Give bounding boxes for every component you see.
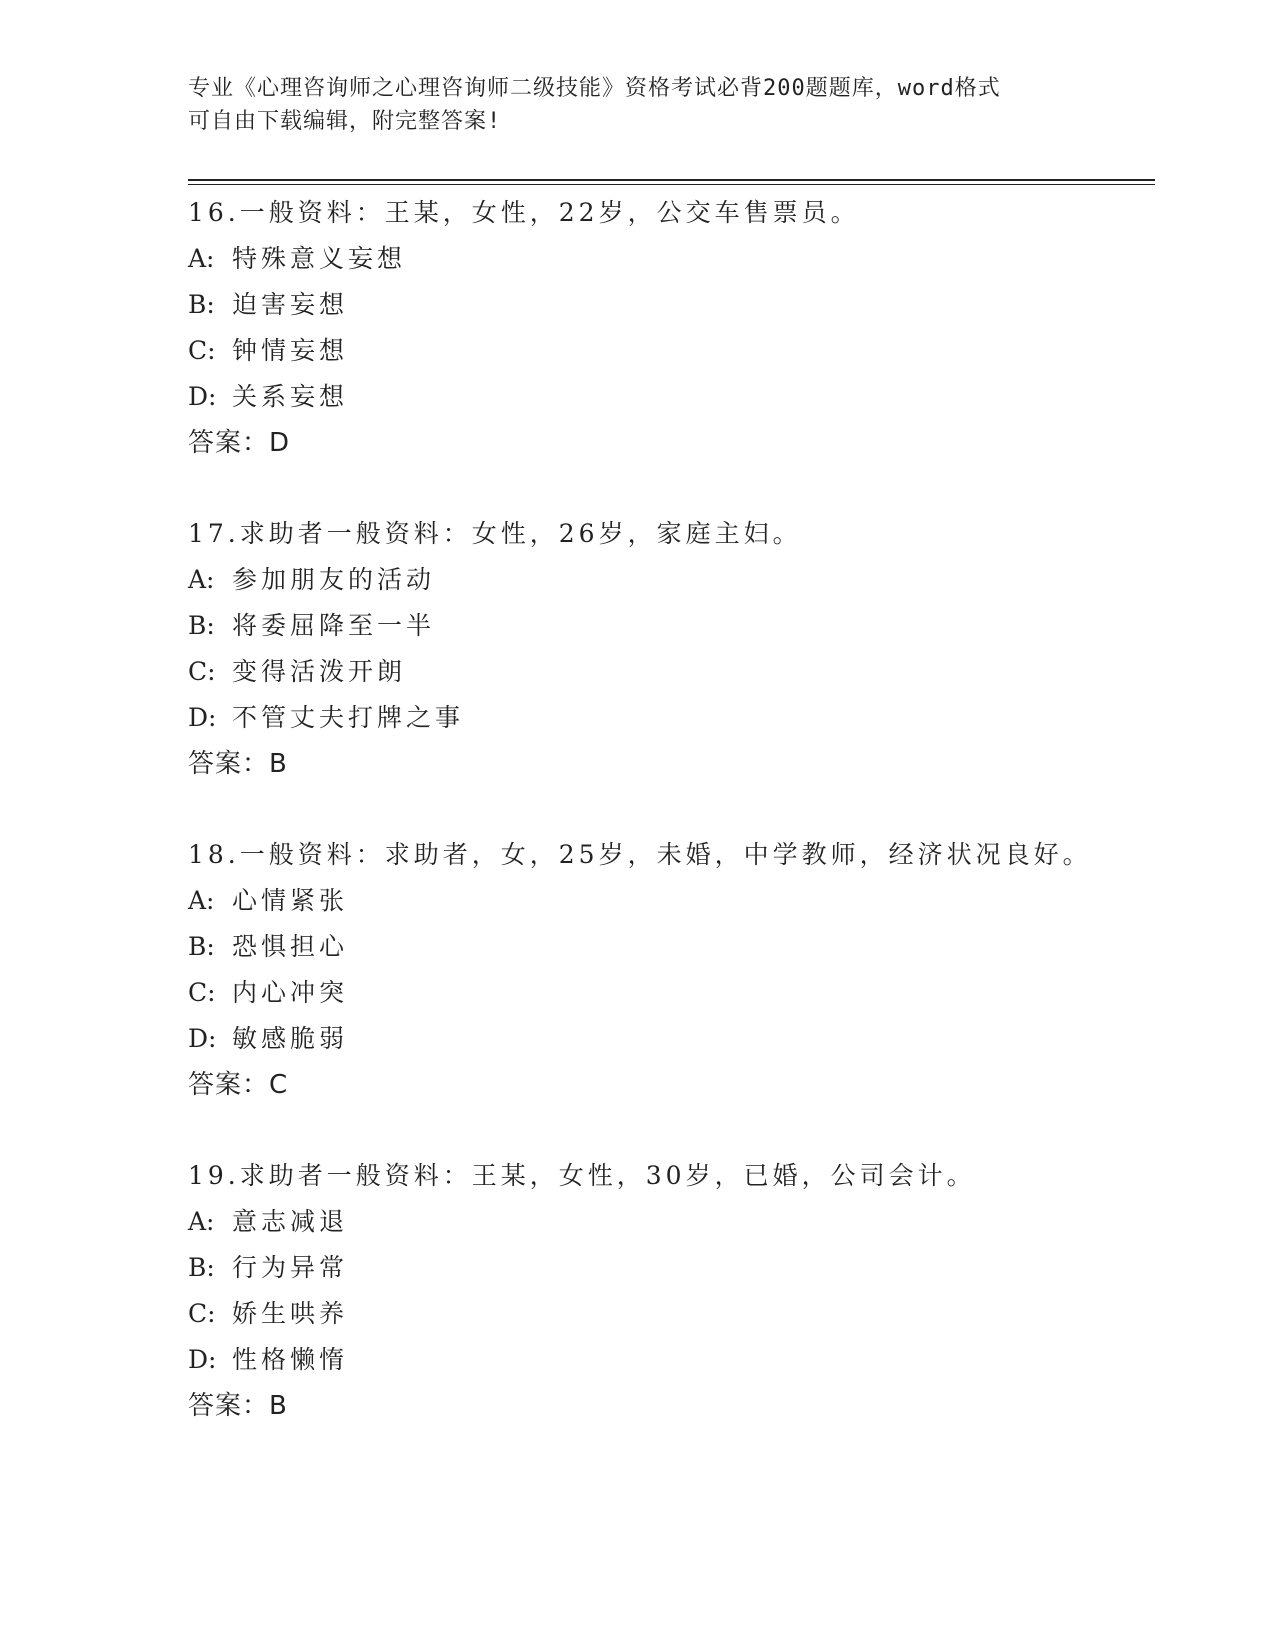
option-text: 变得活泼开朗 — [232, 657, 407, 686]
option-text: 迫害妄想 — [232, 290, 349, 319]
question-stem: 16.一般资料：王某，女性，22岁，公交车售票员。 — [188, 198, 860, 227]
option-key: C: — [188, 657, 216, 686]
question-16 — [188, 190, 1155, 466]
option-text: 参加朋友的活动 — [232, 565, 436, 594]
option-d — [188, 374, 1155, 420]
question-17 — [188, 511, 1155, 787]
option-key: B: — [188, 290, 215, 319]
question-stem: 17.求助者一般资料：女性，26岁，家庭主妇。 — [188, 519, 802, 548]
header-divider-thin — [188, 184, 1155, 185]
answer: 答案：B — [188, 749, 288, 779]
question-19 — [188, 1153, 1155, 1429]
question-list — [188, 190, 1155, 1474]
option-text: 特殊意义妄想 — [232, 244, 407, 273]
option-a — [188, 1199, 1155, 1245]
option-text: 将委屈降至一半 — [232, 611, 436, 640]
option-key: B: — [188, 1253, 215, 1282]
option-d — [188, 695, 1155, 741]
option-key: A: — [188, 886, 215, 915]
option-d — [188, 1337, 1155, 1383]
option-a — [188, 557, 1155, 603]
option-key: B: — [188, 932, 215, 961]
answer: 答案：D — [188, 428, 291, 458]
option-text: 内心冲突 — [232, 978, 349, 1007]
option-key: D: — [188, 1024, 217, 1053]
option-c — [188, 1291, 1155, 1337]
option-text: 心情紧张 — [232, 886, 349, 915]
option-d — [188, 1016, 1155, 1062]
option-key: A: — [188, 1207, 215, 1236]
question-18 — [188, 832, 1155, 1108]
option-key: B: — [188, 611, 215, 640]
option-text: 关系妄想 — [232, 382, 349, 411]
option-key: D: — [188, 382, 217, 411]
answer: 答案：C — [188, 1070, 289, 1100]
option-text: 钟情妄想 — [232, 336, 349, 365]
option-text: 行为异常 — [232, 1253, 349, 1282]
page-header — [188, 72, 1088, 138]
option-text: 恐惧担心 — [232, 932, 349, 961]
option-text: 娇生哄养 — [232, 1299, 349, 1328]
option-text: 性格懒惰 — [232, 1345, 349, 1374]
option-a — [188, 236, 1155, 282]
option-b — [188, 603, 1155, 649]
header-line-2: 可自由下载编辑，附完整答案! — [188, 109, 502, 134]
option-key: C: — [188, 978, 216, 1007]
option-b — [188, 282, 1155, 328]
option-c — [188, 328, 1155, 374]
option-text: 不管丈夫打牌之事 — [232, 703, 465, 732]
option-key: D: — [188, 703, 217, 732]
question-stem: 18.一般资料：求助者，女，25岁，未婚，中学教师，经济状况良好。 — [188, 840, 1092, 869]
header-divider-thick — [188, 179, 1155, 181]
option-b — [188, 924, 1155, 970]
option-key: A: — [188, 565, 215, 594]
option-key: C: — [188, 336, 216, 365]
option-text: 敏感脆弱 — [232, 1024, 349, 1053]
option-key: A: — [188, 244, 215, 273]
option-c — [188, 970, 1155, 1016]
header-line-1: 专业《心理咨询师之心理咨询师二级技能》资格考试必背200题题库，word格式 — [188, 76, 1001, 101]
option-a — [188, 878, 1155, 924]
answer: 答案：B — [188, 1391, 288, 1421]
option-b — [188, 1245, 1155, 1291]
option-text: 意志减退 — [232, 1207, 349, 1236]
question-stem: 19.求助者一般资料：王某，女性，30岁，已婚，公司会计。 — [188, 1161, 976, 1190]
option-c — [188, 649, 1155, 695]
option-key: C: — [188, 1299, 216, 1328]
option-key: D: — [188, 1345, 217, 1374]
